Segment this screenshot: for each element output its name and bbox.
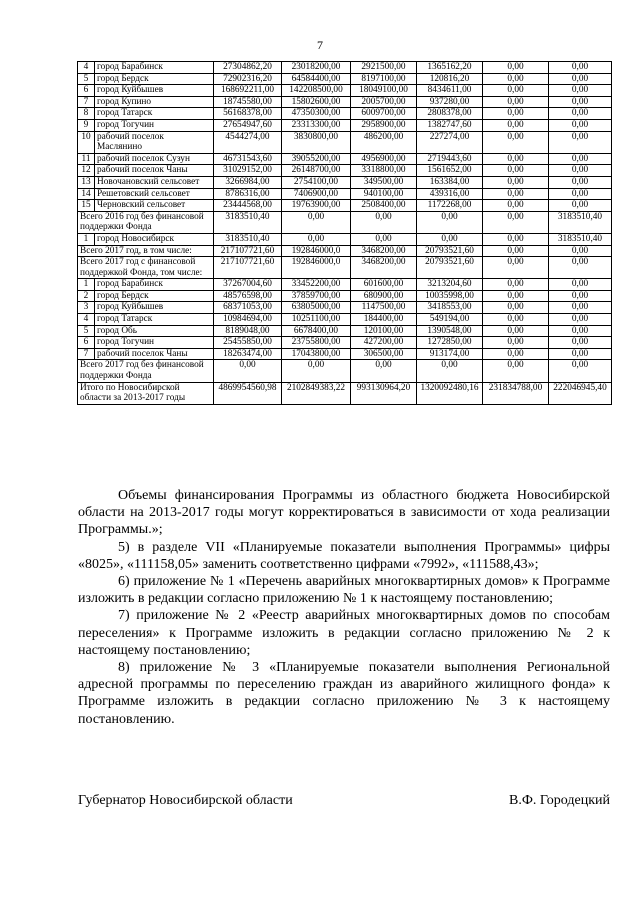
amount-cell: 0,00 (549, 131, 612, 153)
amount-cell: 0,00 (549, 96, 612, 108)
amount-cell: 17043800,00 (282, 348, 351, 360)
amount-cell: 4869954560,98 (214, 382, 282, 404)
amount-cell: 1272850,00 (417, 337, 483, 349)
amount-cell: 0,00 (417, 360, 483, 382)
table-row (78, 108, 612, 120)
table-row (78, 348, 612, 360)
amount-cell: 48576598,00 (214, 290, 282, 302)
amount-cell: 10984694,00 (214, 314, 282, 326)
amount-cell: 1172268,00 (417, 200, 483, 212)
amount-cell: 25455850,00 (214, 337, 282, 349)
amount-cell: 0,00 (549, 290, 612, 302)
municipality-name: Решетовский сельсовет (95, 188, 214, 200)
row-label: Всего 2017 год с финансовой поддержкой Фонда, том числе: (78, 257, 214, 279)
amount-cell: 0,00 (483, 302, 549, 314)
amount-cell: 349500,00 (351, 176, 417, 188)
municipality-name: город Обь (95, 325, 214, 337)
amount-cell: 72902316,20 (214, 73, 282, 85)
amount-cell: 8434611,00 (417, 85, 483, 97)
row-number: 6 (78, 85, 95, 97)
row-number: 11 (78, 153, 95, 165)
row-number: 2 (78, 290, 95, 302)
municipality-name: город Татарск (95, 314, 214, 326)
paragraph-item-6: 6) приложение № 1 «Перечень аварийных многоквартирных домов» к Программе изложить в редакции согласно приложению № 1 к настоящему постановлению; (78, 574, 610, 607)
amount-cell: 23018200,00 (282, 62, 351, 74)
municipality-name: Новочановский сельсовет (95, 176, 214, 188)
amount-cell: 0,00 (282, 360, 351, 382)
amount-cell: 913174,00 (417, 348, 483, 360)
amount-cell: 427200,00 (351, 337, 417, 349)
amount-cell: 0,00 (549, 85, 612, 97)
paragraph-item-5: 5) в разделе VII «Планируемые показатели выполнения Программы» цифры «8025», «111158,05» заменить соответственно цифрами «7992», «111588,43»; (78, 539, 610, 572)
municipality-name: город Барабинск (95, 279, 214, 291)
amount-cell: 23313300,00 (282, 119, 351, 131)
amount-cell: 3183510,40 (214, 211, 282, 233)
amount-cell: 0,00 (417, 211, 483, 233)
table-row (78, 176, 612, 188)
amount-cell: 18049100,00 (351, 85, 417, 97)
municipality-name: рабочий поселок Чаны (95, 165, 214, 177)
amount-cell: 601600,00 (351, 279, 417, 291)
amount-cell: 0,00 (351, 360, 417, 382)
amount-cell: 2808378,00 (417, 108, 483, 120)
amount-cell: 0,00 (483, 200, 549, 212)
amount-cell: 26148700,00 (282, 165, 351, 177)
amount-cell: 3183510,40 (549, 233, 612, 245)
signature-position: Губернатор Новосибирской области (78, 793, 293, 808)
row-label: Итого по Новосибирской области за 2013-2017 годы (78, 382, 214, 404)
amount-cell: 0,00 (483, 245, 549, 257)
paragraph-financing-volumes: Объемы финансирования Программы из областного бюджета Новосибирской области на 2013-2017 годы могут корректироваться в зависимости от хода реализации Программы.»; (78, 488, 610, 538)
table-row (78, 257, 612, 279)
amount-cell: 37267004,60 (214, 279, 282, 291)
municipality-name: город Новосибирск (95, 233, 214, 245)
amount-cell: 27654947,60 (214, 119, 282, 131)
amount-cell: 0,00 (483, 73, 549, 85)
municipality-name: город Тогучин (95, 119, 214, 131)
table-row (78, 233, 612, 245)
amount-cell: 0,00 (483, 290, 549, 302)
table-row (78, 85, 612, 97)
amount-cell: 20793521,60 (417, 245, 483, 257)
amount-cell: 0,00 (549, 108, 612, 120)
amount-cell: 3468200,00 (351, 245, 417, 257)
amount-cell: 0,00 (549, 153, 612, 165)
municipality-name: город Тогучин (95, 337, 214, 349)
amount-cell: 23444568,00 (214, 200, 282, 212)
table-row (78, 62, 612, 74)
amount-cell: 0,00 (549, 325, 612, 337)
body-text (78, 487, 610, 728)
amount-cell: 231834788,00 (483, 382, 549, 404)
amount-cell: 2005700,00 (351, 96, 417, 108)
amount-cell: 8786316,00 (214, 188, 282, 200)
amount-cell: 0,00 (417, 233, 483, 245)
amount-cell: 2102849383,22 (282, 382, 351, 404)
amount-cell: 0,00 (483, 119, 549, 131)
row-number: 9 (78, 119, 95, 131)
row-number: 15 (78, 200, 95, 212)
amount-cell: 0,00 (483, 325, 549, 337)
amount-cell: 0,00 (483, 96, 549, 108)
table-row (78, 200, 612, 212)
amount-cell: 937280,00 (417, 96, 483, 108)
municipality-name: город Куйбышев (95, 85, 214, 97)
amount-cell: 2921500,00 (351, 62, 417, 74)
amount-cell: 3183510,40 (549, 211, 612, 233)
amount-cell: 1561652,00 (417, 165, 483, 177)
amount-cell: 2719443,60 (417, 153, 483, 165)
amount-cell: 0,00 (282, 211, 351, 233)
amount-cell: 8197100,00 (351, 73, 417, 85)
amount-cell: 68371053,00 (214, 302, 282, 314)
amount-cell: 184400,00 (351, 314, 417, 326)
amount-cell: 15802600,00 (282, 96, 351, 108)
amount-cell: 20793521,60 (417, 257, 483, 279)
table-row (78, 314, 612, 326)
table-row (78, 211, 612, 233)
row-label: Всего 2016 год без финансовой поддержки Фонда (78, 211, 214, 233)
amount-cell: 7406900,00 (282, 188, 351, 200)
amount-cell: 8189048,00 (214, 325, 282, 337)
page-number: 7 (317, 38, 323, 52)
signature-name: В.Ф. Городецкий (509, 793, 610, 808)
amount-cell: 0,00 (483, 176, 549, 188)
amount-cell: 10251100,00 (282, 314, 351, 326)
amount-cell: 46731543,60 (214, 153, 282, 165)
amount-cell: 0,00 (549, 302, 612, 314)
amount-cell: 940100,00 (351, 188, 417, 200)
table-row (78, 290, 612, 302)
row-number: 12 (78, 165, 95, 177)
amount-cell: 192846000,0 (282, 257, 351, 279)
amount-cell: 39055200,00 (282, 153, 351, 165)
row-number: 6 (78, 337, 95, 349)
amount-cell: 2754100,00 (282, 176, 351, 188)
financing-table (77, 61, 612, 405)
table-row (78, 302, 612, 314)
row-number: 10 (78, 131, 95, 153)
amount-cell: 3468200,00 (351, 257, 417, 279)
row-number: 1 (78, 233, 95, 245)
amount-cell: 0,00 (483, 279, 549, 291)
municipality-name: город Бердск (95, 290, 214, 302)
amount-cell: 217107721,60 (214, 245, 282, 257)
amount-cell: 1365162,20 (417, 62, 483, 74)
amount-cell: 47350300,00 (282, 108, 351, 120)
row-number: 7 (78, 96, 95, 108)
municipality-name: город Куйбышев (95, 302, 214, 314)
table-row (78, 360, 612, 382)
amount-cell: 306500,00 (351, 348, 417, 360)
amount-cell: 486200,00 (351, 131, 417, 153)
table-row (78, 245, 612, 257)
amount-cell: 0,00 (483, 360, 549, 382)
amount-cell: 4544274,00 (214, 131, 282, 153)
amount-cell: 63805000,00 (282, 302, 351, 314)
amount-cell: 222046945,40 (549, 382, 612, 404)
amount-cell: 0,00 (549, 348, 612, 360)
amount-cell: 64584400,00 (282, 73, 351, 85)
row-number: 5 (78, 73, 95, 85)
amount-cell: 18745580,00 (214, 96, 282, 108)
municipality-name: Черновский сельсовет (95, 200, 214, 212)
amount-cell: 0,00 (351, 233, 417, 245)
table-row (78, 279, 612, 291)
amount-cell: 1320092480,16 (417, 382, 483, 404)
amount-cell: 0,00 (549, 73, 612, 85)
amount-cell: 0,00 (549, 176, 612, 188)
amount-cell: 3830800,00 (282, 131, 351, 153)
amount-cell: 0,00 (483, 85, 549, 97)
row-number: 5 (78, 325, 95, 337)
table-row (78, 337, 612, 349)
amount-cell: 0,00 (483, 108, 549, 120)
amount-cell: 0,00 (483, 211, 549, 233)
municipality-name: рабочий поселок Чаны (95, 348, 214, 360)
amount-cell: 18263474,00 (214, 348, 282, 360)
row-number: 3 (78, 302, 95, 314)
table-row (78, 382, 612, 404)
amount-cell: 10035998,00 (417, 290, 483, 302)
amount-cell: 0,00 (483, 62, 549, 74)
amount-cell: 0,00 (483, 153, 549, 165)
amount-cell: 680900,00 (351, 290, 417, 302)
amount-cell: 163384,00 (417, 176, 483, 188)
amount-cell: 33452200,00 (282, 279, 351, 291)
amount-cell: 0,00 (483, 131, 549, 153)
amount-cell: 0,00 (483, 233, 549, 245)
amount-cell: 3183510,40 (214, 233, 282, 245)
amount-cell: 439316,00 (417, 188, 483, 200)
amount-cell: 3418553,00 (417, 302, 483, 314)
amount-cell: 31029152,00 (214, 165, 282, 177)
amount-cell: 0,00 (549, 188, 612, 200)
row-number: 8 (78, 108, 95, 120)
amount-cell: 227274,00 (417, 131, 483, 153)
amount-cell: 3213204,60 (417, 279, 483, 291)
row-label: Всего 2017 год без финансовой поддержки Фонда (78, 360, 214, 382)
amount-cell: 993130964,20 (351, 382, 417, 404)
amount-cell: 120100,00 (351, 325, 417, 337)
amount-cell: 0,00 (549, 245, 612, 257)
amount-cell: 0,00 (214, 360, 282, 382)
table-row (78, 119, 612, 131)
amount-cell: 0,00 (549, 337, 612, 349)
amount-cell: 27304862,20 (214, 62, 282, 74)
amount-cell: 0,00 (549, 279, 612, 291)
municipality-name: город Татарск (95, 108, 214, 120)
amount-cell: 0,00 (549, 257, 612, 279)
table-row (78, 188, 612, 200)
amount-cell: 0,00 (282, 233, 351, 245)
row-number: 13 (78, 176, 95, 188)
amount-cell: 37859700,00 (282, 290, 351, 302)
amount-cell: 168692211,00 (214, 85, 282, 97)
amount-cell: 0,00 (549, 62, 612, 74)
municipality-name: рабочий поселок Маслянино (95, 131, 214, 153)
amount-cell: 0,00 (549, 119, 612, 131)
amount-cell: 0,00 (483, 188, 549, 200)
amount-cell: 1147500,00 (351, 302, 417, 314)
amount-cell: 6678400,00 (282, 325, 351, 337)
row-number: 7 (78, 348, 95, 360)
signature-block (78, 793, 610, 809)
row-number: 1 (78, 279, 95, 291)
amount-cell: 3266984,00 (214, 176, 282, 188)
municipality-name: город Бердск (95, 73, 214, 85)
amount-cell: 19763900,00 (282, 200, 351, 212)
amount-cell: 2958900,00 (351, 119, 417, 131)
table-row (78, 73, 612, 85)
amount-cell: 3318800,00 (351, 165, 417, 177)
table-row (78, 96, 612, 108)
amount-cell: 142208500,00 (282, 85, 351, 97)
amount-cell: 0,00 (483, 348, 549, 360)
row-number: 4 (78, 314, 95, 326)
amount-cell: 56168378,00 (214, 108, 282, 120)
amount-cell: 1382747,60 (417, 119, 483, 131)
amount-cell: 6009700,00 (351, 108, 417, 120)
row-number: 4 (78, 62, 95, 74)
amount-cell: 549194,00 (417, 314, 483, 326)
amount-cell: 23755800,00 (282, 337, 351, 349)
municipality-name: город Барабинск (95, 62, 214, 74)
amount-cell: 0,00 (483, 314, 549, 326)
amount-cell: 0,00 (483, 165, 549, 177)
table-row (78, 325, 612, 337)
row-label: Всего 2017 год, в том числе: (78, 245, 214, 257)
paragraph-item-7: 7) приложение № 2 «Реестр аварийных многоквартирных домов по способам переселения» к Программе изложить в редакции согласно приложению № 2 к настоящему постановлению; (78, 608, 610, 658)
amount-cell: 2508400,00 (351, 200, 417, 212)
amount-cell: 0,00 (549, 165, 612, 177)
paragraph-item-8: 8) приложение № 3 «Планируемые показатели выполнения Региональной адресной программы по переселению граждан из аварийного жилищного фонда» к Программе изложить в редакции согласно приложению № 3 к настоящему постановлению. (78, 660, 610, 727)
amount-cell: 0,00 (351, 211, 417, 233)
amount-cell: 192846000,0 (282, 245, 351, 257)
table-row (78, 131, 612, 153)
amount-cell: 120816,20 (417, 73, 483, 85)
amount-cell: 0,00 (549, 360, 612, 382)
amount-cell: 0,00 (483, 337, 549, 349)
amount-cell: 0,00 (483, 257, 549, 279)
municipality-name: город Купино (95, 96, 214, 108)
amount-cell: 1390548,00 (417, 325, 483, 337)
amount-cell: 0,00 (549, 314, 612, 326)
row-number: 14 (78, 188, 95, 200)
amount-cell: 217107721,60 (214, 257, 282, 279)
table-row (78, 153, 612, 165)
table-row (78, 165, 612, 177)
municipality-name: рабочий поселок Сузун (95, 153, 214, 165)
amount-cell: 0,00 (549, 200, 612, 212)
amount-cell: 4956900,00 (351, 153, 417, 165)
